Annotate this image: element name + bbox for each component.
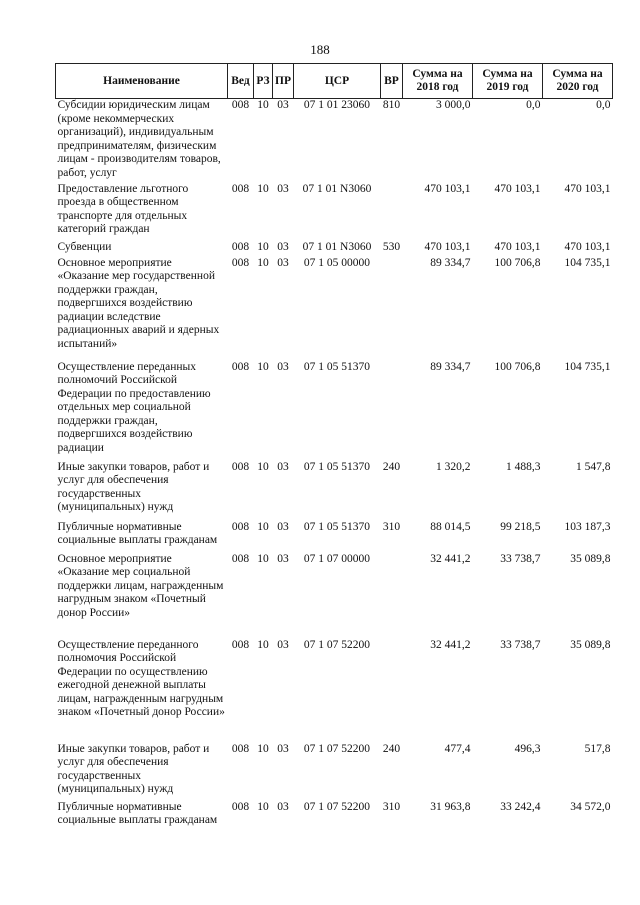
row-csr: 07 1 07 00000 xyxy=(303,552,371,565)
row-csr: 07 1 01 N3060 xyxy=(302,182,372,195)
row-sum-2020: 104 735,1 xyxy=(564,256,611,269)
row-sum-2020: 517,8 xyxy=(584,742,611,755)
row-pr: 03 xyxy=(277,638,289,651)
row-name: Публичные нормативные социальные выплаты гражданам xyxy=(57,800,218,827)
row-sum-2018: 3 000,0 xyxy=(435,99,471,111)
row-rz: 10 xyxy=(257,240,269,253)
table-body xyxy=(56,99,613,833)
row-ved: 008 xyxy=(231,360,250,373)
row-name: Осуществление переданных полномочий Российской Федерации по предоставлению отдельных мер социальной поддержки граждан, подвергшихся воздействию радиации xyxy=(57,360,211,455)
row-csr: 07 1 05 51370 xyxy=(303,460,371,473)
row-csr: 07 1 01 N3060 xyxy=(302,240,372,253)
row-sum-2018: 470 103,1 xyxy=(424,240,471,253)
header-name: Наименование xyxy=(56,64,228,99)
row-sum-2020: 1 547,8 xyxy=(575,460,611,473)
row-csr: 07 1 05 51370 xyxy=(303,520,371,533)
row-ved: 008 xyxy=(231,552,250,565)
row-ved: 008 xyxy=(231,240,250,253)
row-pr: 03 xyxy=(277,800,289,813)
row-name: Основное мероприятие «Оказание мер государственной поддержки граждан, подвергшихся воздействию радиации вследствие радиационных аварий и ядерных испытаний» xyxy=(57,256,220,351)
table-row xyxy=(56,553,613,639)
table-row xyxy=(56,183,613,241)
row-sum-2019: 33 242,4 xyxy=(500,800,541,813)
row-sum-2019: 1 488,3 xyxy=(505,460,541,473)
header-csr: ЦСР xyxy=(293,64,380,99)
row-rz: 10 xyxy=(257,552,269,565)
row-ved: 008 xyxy=(231,99,250,111)
row-sum-2019: 100 706,8 xyxy=(494,360,541,373)
row-sum-2019: 100 706,8 xyxy=(494,256,541,269)
row-sum-2019: 33 738,7 xyxy=(500,638,541,651)
row-sum-2020: 470 103,1 xyxy=(564,240,611,253)
row-pr: 03 xyxy=(277,256,289,269)
row-vr: 810 xyxy=(382,99,401,111)
row-vr xyxy=(380,639,402,743)
row-vr: 240 xyxy=(382,460,401,473)
table-row xyxy=(56,99,613,183)
row-csr: 07 1 07 52200 xyxy=(303,742,371,755)
row-rz: 10 xyxy=(257,460,269,473)
header-sum-2019: Сумма на 2019 год xyxy=(472,64,542,99)
row-csr: 07 1 05 00000 xyxy=(303,256,371,269)
row-vr xyxy=(380,361,402,461)
row-sum-2018: 32 441,2 xyxy=(430,638,471,651)
row-sum-2019: 33 738,7 xyxy=(500,552,541,565)
row-vr xyxy=(380,183,402,241)
row-name: Иные закупки товаров, работ и услуг для обеспечения государственных (муниципальных) нужд xyxy=(57,742,210,796)
table-row xyxy=(56,361,613,461)
row-sum-2019: 470 103,1 xyxy=(494,182,541,195)
row-name: Основное мероприятие «Оказание мер социальной поддержки лицам, награжденным нагрудным знаком «Почетный донор России» xyxy=(57,552,224,619)
row-sum-2019: 99 218,5 xyxy=(500,520,541,533)
row-rz: 10 xyxy=(257,182,269,195)
row-sum-2020: 104 735,1 xyxy=(564,360,611,373)
header-vr: ВР xyxy=(380,64,402,99)
header-sum-2020: Сумма на 2020 год xyxy=(542,64,612,99)
row-pr: 03 xyxy=(277,742,289,755)
row-vr xyxy=(380,257,402,361)
row-pr: 03 xyxy=(277,360,289,373)
table-row xyxy=(56,241,613,257)
row-rz: 10 xyxy=(257,638,269,651)
row-name: Предоставление льготного проезда в общественном транспорте для отдельных категорий граждан xyxy=(57,182,189,236)
row-rz: 10 xyxy=(257,256,269,269)
row-sum-2018: 31 963,8 xyxy=(430,800,471,813)
row-sum-2018: 470 103,1 xyxy=(424,182,471,195)
table-row xyxy=(56,461,613,521)
row-sum-2018: 32 441,2 xyxy=(430,552,471,565)
row-ved: 008 xyxy=(231,256,250,269)
row-ved: 008 xyxy=(231,520,250,533)
header-pr: ПР xyxy=(273,64,294,99)
row-rz: 10 xyxy=(257,800,269,813)
row-vr: 310 xyxy=(382,520,401,533)
page-number: 188 xyxy=(310,42,330,57)
row-pr: 03 xyxy=(277,240,289,253)
row-name: Субсидии юридическим лицам (кроме некоммерческих организаций), индивидуальным предпринимателям, физическим лицам - производителям товаров, работ, услуг xyxy=(57,99,221,179)
row-ved: 008 xyxy=(231,460,250,473)
row-pr: 03 xyxy=(277,460,289,473)
row-rz: 10 xyxy=(257,742,269,755)
row-pr: 03 xyxy=(277,520,289,533)
row-sum-2019: 496,3 xyxy=(514,742,541,755)
header-rz: РЗ xyxy=(254,64,273,99)
row-vr: 310 xyxy=(382,800,401,813)
row-sum-2018: 88 014,5 xyxy=(430,520,471,533)
row-rz: 10 xyxy=(257,520,269,533)
row-ved: 008 xyxy=(231,638,250,651)
row-sum-2020: 103 187,3 xyxy=(564,520,611,533)
row-sum-2018: 89 334,7 xyxy=(430,360,471,373)
row-name: Осуществление переданного полномочия Российской Федерации по осуществлению ежегодной денежной выплаты лицам, награжденным нагрудным знаком «Почетный донор России» xyxy=(57,638,225,719)
row-ved: 008 xyxy=(231,742,250,755)
row-vr: 240 xyxy=(382,742,401,755)
table-row xyxy=(56,639,613,743)
header-sum-2018: Сумма на 2018 год xyxy=(402,64,472,99)
row-rz: 10 xyxy=(257,99,269,111)
table-row xyxy=(56,257,613,361)
row-sum-2020: 35 089,8 xyxy=(570,638,611,651)
row-csr: 07 1 05 51370 xyxy=(303,360,371,373)
row-name: Публичные нормативные социальные выплаты гражданам xyxy=(57,520,218,547)
row-pr: 03 xyxy=(277,552,289,565)
header-ved: Вед xyxy=(228,64,254,99)
row-pr: 03 xyxy=(277,182,289,195)
row-sum-2019: 0,0 xyxy=(526,99,541,111)
row-ved: 008 xyxy=(231,800,250,813)
row-pr: 03 xyxy=(277,99,289,111)
row-name: Субвенции xyxy=(57,240,112,253)
row-sum-2018: 89 334,7 xyxy=(430,256,471,269)
table-row xyxy=(56,801,613,833)
row-sum-2020: 34 572,0 xyxy=(570,800,611,813)
row-vr: 530 xyxy=(382,240,401,253)
table-row xyxy=(56,521,613,553)
row-sum-2020: 0,0 xyxy=(596,99,611,111)
row-csr: 07 1 07 52200 xyxy=(303,638,371,651)
row-csr: 07 1 07 52200 xyxy=(303,800,371,813)
row-sum-2018: 1 320,2 xyxy=(435,460,471,473)
row-vr xyxy=(380,553,402,639)
row-csr: 07 1 01 23060 xyxy=(303,99,371,111)
budget-table xyxy=(55,63,613,833)
row-sum-2019: 470 103,1 xyxy=(494,240,541,253)
table-row xyxy=(56,743,613,801)
row-sum-2020: 470 103,1 xyxy=(564,182,611,195)
row-sum-2018: 477,4 xyxy=(444,742,471,755)
row-rz: 10 xyxy=(257,360,269,373)
row-name: Иные закупки товаров, работ и услуг для обеспечения государственных (муниципальных) нужд xyxy=(57,460,210,514)
table-header xyxy=(56,64,613,99)
row-ved: 008 xyxy=(231,182,250,195)
row-sum-2020: 35 089,8 xyxy=(570,552,611,565)
